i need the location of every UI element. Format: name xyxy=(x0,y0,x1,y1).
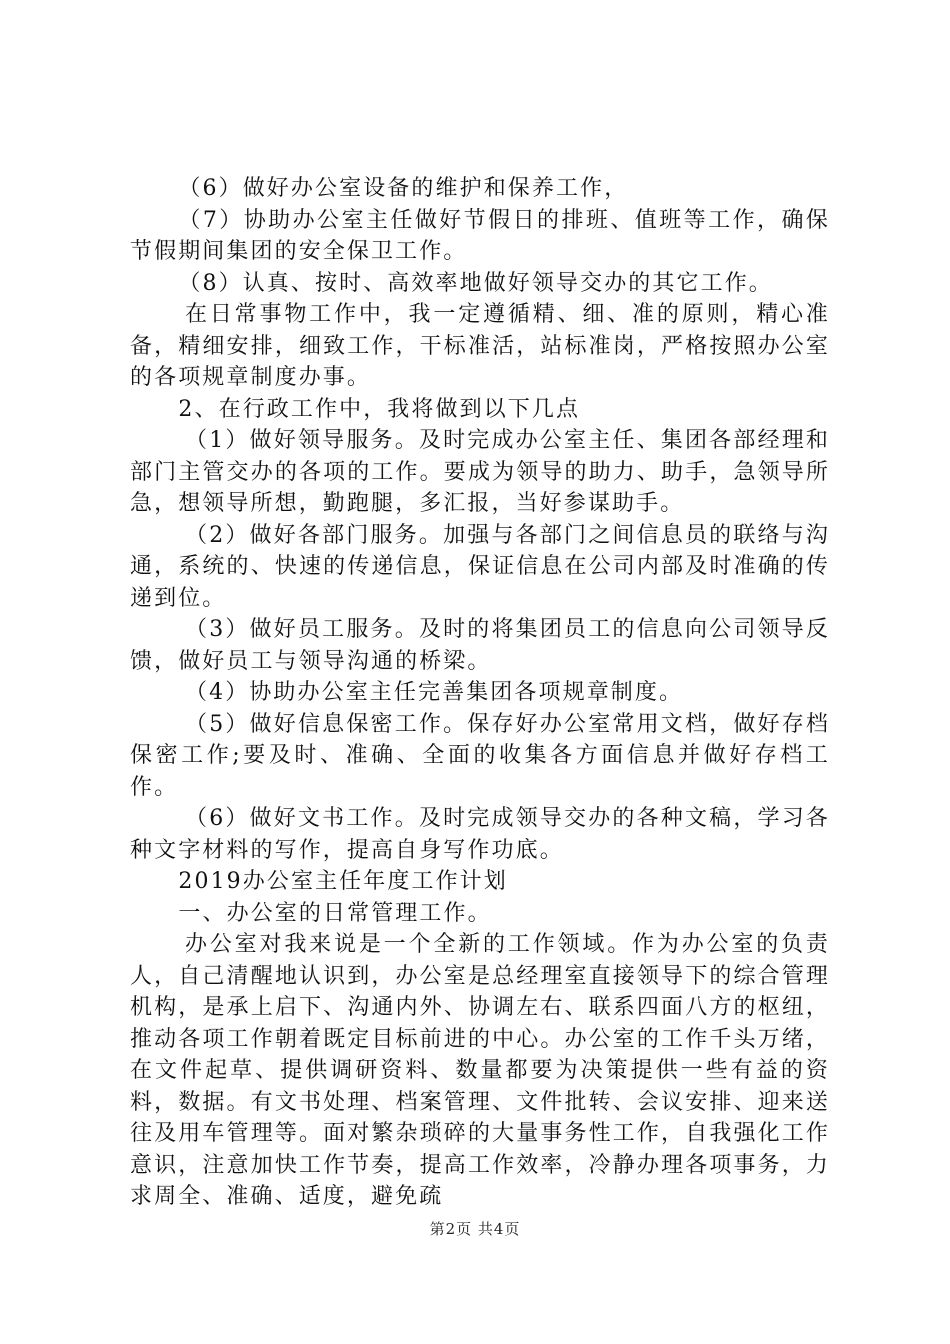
section-heading-daily-management: 一、办公室的日常管理工作。 xyxy=(178,900,492,926)
document-body xyxy=(130,173,830,1213)
paragraph-confidentiality: （5）做好信息保密工作。保存好办公室常用文档，做好存档保密工作;要及时、准确、全面的收集各方面信息并做好存档工作。 xyxy=(130,711,830,800)
paragraph-item-8-other-tasks: （8）认真、按时、高效率地做好领导交办的其它工作。 xyxy=(178,270,773,296)
paragraph-item-7-holiday-duty: （7）协助办公室主任做好节假日的排班、值班等工作，确保节假期间集团的安全保卫工作。 xyxy=(130,207,830,264)
paragraph-leader-service: （1）做好领导服务。及时完成办公室主任、集团各部经理和部门主管交办的各项的工作。要成为领导的助力、助手，急领导所急，想领导所想，勤跑腿，多汇报，当好参谋助手。 xyxy=(130,428,830,516)
paragraph-admin-heading: 2、在行政工作中，我将做到以下几点 xyxy=(178,396,581,422)
paragraph-rules: （4）协助办公室主任完善集团各项规章制度。 xyxy=(185,680,684,705)
section-title: 2019办公室主任年度工作计划 xyxy=(178,869,508,894)
page-number-footer: 第2页 共4页 xyxy=(429,1220,521,1238)
paragraph-office-intro: 办公室对我来说是一个全新的工作领域。作为办公室的负责人，自己清醒地认识到，办公室是总经理室直接领导下的综合管理机构，是承上启下、沟通内外、协调左右、联系四面八方的枢纽，推动各项工作朝着既定目标前进的中心。办公室的工作千头万绪，在文件起草、提供调研资料、数量都要为决策提供一些有益的资料，数据。有文书处理、档案管理、文件批转、会议安排、迎来送往及用车管理等。面对繁杂琐碎的大量事务性工作，自我强化工作意识，注意加快工作节奏，提高工作效率，冷静办理各项事务，力求周全、准确、适度，避免疏 xyxy=(130,932,830,1209)
paragraph-item-6-equipment: （6）做好办公室设备的维护和保养工作， xyxy=(178,176,629,201)
paragraph-clerical-work: （6）做好文书工作。及时完成领导交办的各种文稿，学习各种文字材料的写作，提高自身写作功底。 xyxy=(130,806,830,863)
paragraph-daily-affairs: 在日常事物工作中，我一定遵循精、细、准的原则，精心准备，精细安排，细致工作，干标准活，站标准岗，严格按照办公室的各项规章制度办事。 xyxy=(130,302,830,390)
paragraph-staff-service: （3）做好员工服务。及时的将集团员工的信息向公司领导反馈，做好员工与领导沟通的桥梁。 xyxy=(130,617,830,674)
paragraph-department-service: （2）做好各部门服务。加强与各部门之间信息员的联络与沟通，系统的、快速的传递信息，保证信息在公司内部及时准确的传递到位。 xyxy=(130,522,830,611)
